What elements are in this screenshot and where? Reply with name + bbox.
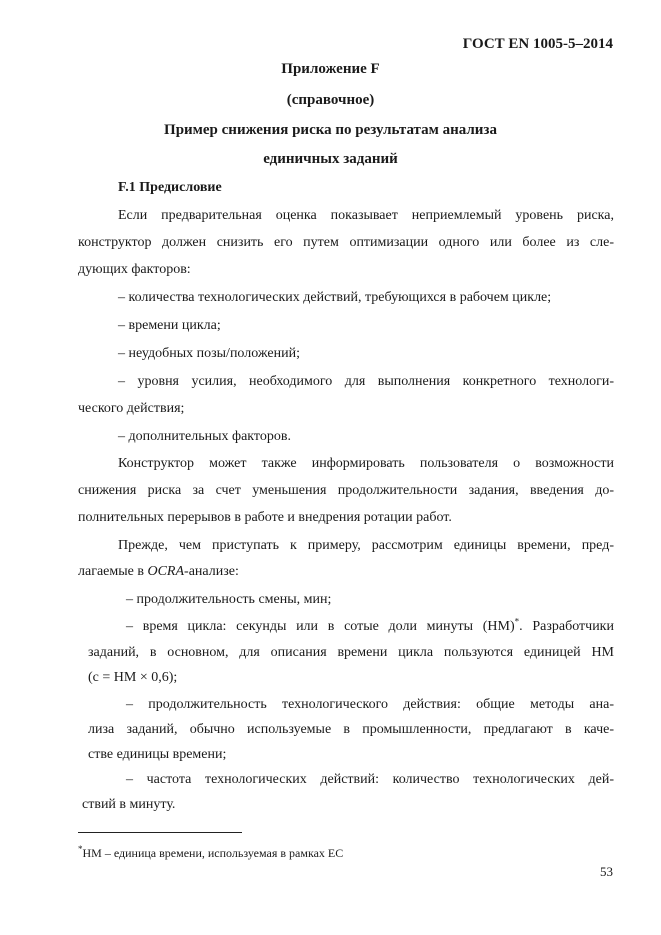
- list-item: – уровня усилия, необходимого для выполнения конкретного технологи-: [118, 374, 614, 389]
- list-item-continuation: стве единицы времени;: [88, 747, 227, 762]
- list-item: – продолжительность технологического действия: общие методы ана-: [126, 697, 614, 712]
- paragraph-line: снижения риска за счет уменьшения продолжительности задания, введения до-: [78, 483, 614, 498]
- page-number: 53: [600, 864, 613, 879]
- list-item: – продолжительность смены, мин;: [126, 592, 332, 607]
- list-item: – неудобных позы/положений;: [118, 346, 300, 361]
- list-item-continuation: ствий в минуту.: [82, 797, 176, 812]
- list-item: – времени цикла;: [118, 318, 221, 333]
- paragraph-line: дующих факторов:: [78, 262, 191, 277]
- footnote-marker: *: [78, 844, 83, 854]
- paragraph-line: [78, 564, 239, 580]
- paragraph-line: Если предварительная оценка показывает неприемлемый уровень риска,: [118, 208, 614, 223]
- paragraph-line: Конструктор может также информировать пользователя о возможности: [118, 456, 614, 471]
- list-item-continuation: лиза заданий, обычно используемые в промышленности, предлагают в каче-: [88, 722, 614, 737]
- list-item-continuation: заданий, в основном, для описания времени цикла пользуются единицей НМ: [88, 645, 614, 660]
- list-item: [126, 616, 614, 635]
- annex-heading-line2: единичных заданий: [263, 151, 398, 167]
- paragraph-line: Прежде, чем приступать к примеру, рассмотрим единицы времени, пред-: [118, 538, 614, 553]
- paragraph-line: полнительных перерывов в работе и внедрения ротации работ.: [78, 510, 452, 525]
- annex-heading-line1: Пример снижения риска по результатам анализа: [164, 122, 497, 138]
- annex-status: (справочное): [286, 92, 375, 108]
- paragraph-line: конструктор должен снизить его путем оптимизации одного или более из сле-: [78, 235, 614, 250]
- list-item-continuation: (с = НМ × 0,6);: [88, 670, 178, 685]
- text-run: . Разработчики: [519, 619, 614, 634]
- list-item: – количества технологических действий, требующихся в рабочем цикле;: [118, 290, 552, 305]
- text-run: -анализе:: [184, 564, 239, 579]
- footnote: [78, 846, 343, 861]
- list-item: – частота технологических действий: количество технологических дей-: [126, 772, 614, 787]
- annex-title: Приложение F: [281, 61, 380, 77]
- footnote-separator: [78, 832, 242, 833]
- ocra-term: OCRA: [147, 564, 185, 579]
- list-item-continuation: ческого действия;: [78, 401, 185, 416]
- footnote-text: НМ – единица времени, используемая в рамках ЕС: [82, 846, 344, 860]
- text-run: лагаемые в: [78, 564, 148, 579]
- text-run: – время цикла: секунды или в сотые доли минуты (НМ): [126, 619, 515, 634]
- list-item: – дополнительных факторов.: [118, 429, 291, 444]
- footnote-marker: *: [514, 616, 520, 627]
- document-code: ГОСТ EN 1005-5–2014: [462, 36, 613, 52]
- section-heading: F.1 Предисловие: [118, 180, 222, 195]
